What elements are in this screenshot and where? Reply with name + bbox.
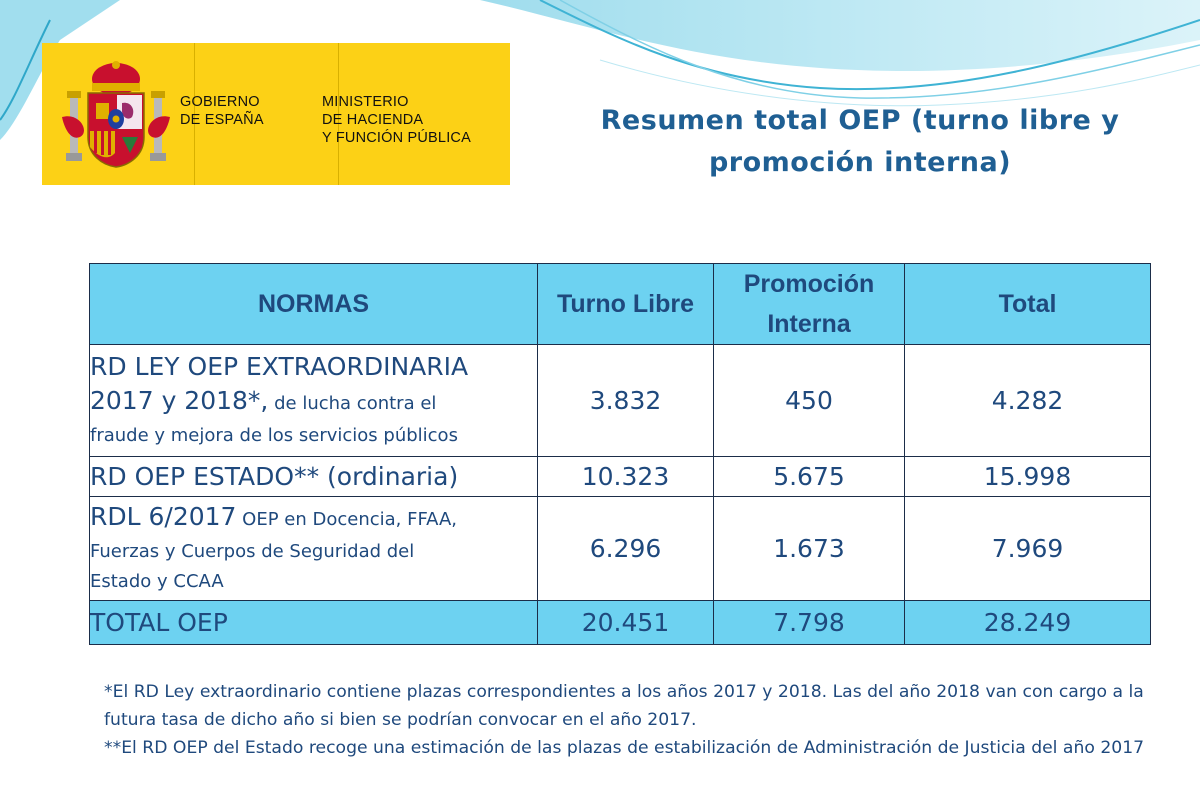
- cell-promocion-interna: 450: [714, 345, 905, 457]
- footnote: **El RD OEP del Estado recoge una estimación de las plazas de estabilización de Administración de Justicia del año 2017: [104, 738, 1145, 758]
- gobierno-espana-logo: [42, 43, 510, 185]
- row-label-detail: OEP en Docencia, FFAA,: [236, 509, 458, 530]
- header-total: Total: [905, 264, 1151, 345]
- header-promocion-interna: Promoción Interna: [714, 264, 905, 345]
- row-label-detail: Estado y CCAA: [90, 571, 224, 592]
- oep-summary-table: [89, 263, 1151, 645]
- page-title-line: Resumen total OEP (turno libre y: [600, 105, 1120, 136]
- cell-promocion-interna: 1.673: [714, 497, 905, 601]
- row-label-detail: Fuerzas y Cuerpos de Seguridad del: [90, 541, 415, 562]
- row-label-detail: fraude y mejora de los servicios públicos: [90, 425, 458, 446]
- total-total: 28.249: [905, 601, 1151, 645]
- header-turno-libre: Turno Libre: [538, 264, 714, 345]
- logo-gobierno-line: GOBIERNO: [180, 94, 260, 110]
- logo-ministerio-text: [322, 93, 471, 147]
- cell-total: 4.282: [905, 345, 1151, 457]
- total-turno-libre: 20.451: [538, 601, 714, 645]
- cell-total: 15.998: [905, 457, 1151, 497]
- footnote: *El RD Ley extraordinario contiene plazas correspondientes a los años 2017 y 2018. Las del año 2018 van con cargo a la futura tasa de dicho año si bien se podrían convocar en el año 2017.: [104, 682, 1144, 730]
- logo-ministerio-line: Y FUNCIÓN PÚBLICA: [322, 130, 471, 146]
- total-row-label: TOTAL OEP: [90, 601, 538, 645]
- cell-turno-libre: 6.296: [538, 497, 714, 601]
- coat-of-arms-icon: [60, 57, 172, 172]
- page-title-line: promoción interna): [708, 147, 1012, 178]
- logo-gobierno-text: [180, 93, 264, 129]
- footnotes: [104, 678, 1164, 762]
- row-label: [90, 497, 538, 601]
- cell-promocion-interna: 5.675: [714, 457, 905, 497]
- total-promocion-interna: 7.798: [714, 601, 905, 645]
- table-row: [90, 457, 1151, 497]
- row-label-main: RD LEY OEP EXTRAORDINARIA: [90, 352, 469, 381]
- table-total-row: [90, 601, 1151, 645]
- row-label-main: RD OEP ESTADO** (ordinaria): [90, 462, 459, 491]
- logo-ministerio-line: MINISTERIO: [322, 94, 409, 110]
- row-label: [90, 457, 538, 497]
- logo-gobierno-line: DE ESPAÑA: [180, 112, 264, 128]
- cell-turno-libre: 10.323: [538, 457, 714, 497]
- row-label-main: RDL 6/2017: [90, 502, 237, 531]
- row-label-detail: de lucha contra el: [268, 393, 437, 414]
- table-row: [90, 497, 1151, 601]
- header-normas: NORMAS: [90, 264, 538, 345]
- cell-turno-libre: 3.832: [538, 345, 714, 457]
- row-label-main: 2017 y 2018*,: [90, 386, 269, 415]
- logo-ministerio-line: DE HACIENDA: [322, 112, 424, 128]
- table-row: [90, 345, 1151, 457]
- cell-total: 7.969: [905, 497, 1151, 601]
- table-header-row: [90, 264, 1151, 345]
- page-title: [560, 100, 1160, 184]
- row-label: [90, 345, 538, 457]
